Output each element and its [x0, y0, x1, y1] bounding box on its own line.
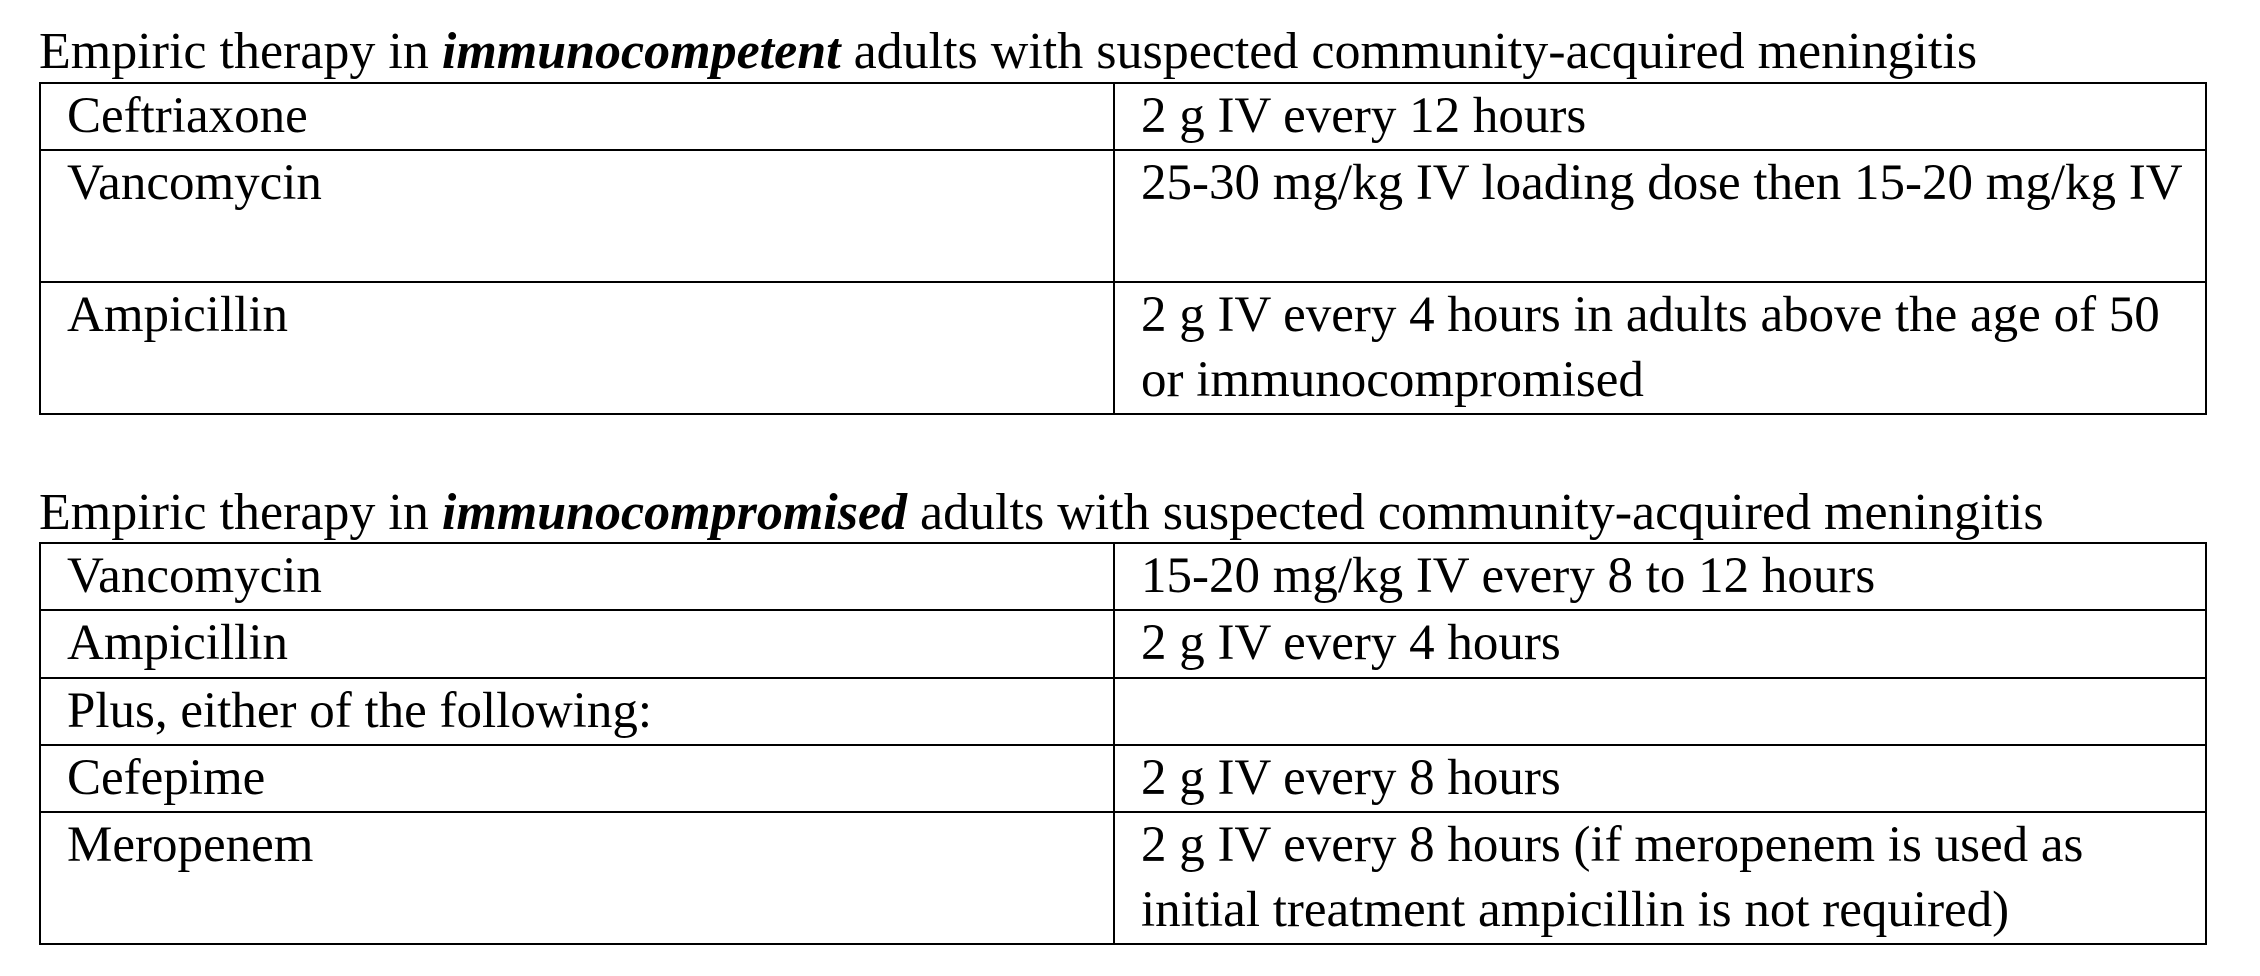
table-row [40, 150, 2206, 282]
table-row [40, 543, 2206, 610]
drug-cell: Ceftriaxone [40, 83, 1114, 150]
dose-cell: 2 g IV every 12 hours [1114, 83, 2206, 150]
dose-cell [1114, 678, 2206, 745]
caption-emphasis: immunocompromised [441, 484, 908, 541]
dose-cell: 2 g IV every 8 hours (if meropenem is used as initial treatment ampicillin is not required) [1114, 812, 2206, 944]
dose-cell: 2 g IV every 4 hours in adults above the age of 50 or immunocompromised [1114, 282, 2206, 414]
caption-emphasis: immunocompetent [441, 23, 841, 80]
drug-cell: Cefepime [40, 745, 1114, 812]
dose-cell: 15-20 mg/kg IV every 8 to 12 hours [1114, 543, 2206, 610]
dose-cell: 2 g IV every 8 hours [1114, 745, 2206, 812]
drug-cell: Plus, either of the following: [40, 678, 1114, 745]
immunocompromised-therapy-table [39, 542, 2207, 945]
drug-cell: Ampicillin [40, 610, 1114, 678]
table-row [40, 83, 2206, 150]
section1-caption [39, 22, 1977, 82]
drug-cell: Ampicillin [40, 282, 1114, 414]
dose-cell: 25-30 mg/kg IV loading dose then 15-20 mg/kg IV [1114, 150, 2206, 282]
section2-caption [39, 483, 2044, 543]
immunocompetent-therapy-table [39, 82, 2207, 415]
table-row [40, 812, 2206, 944]
table-row [40, 282, 2206, 414]
caption-text: adults with suspected community-acquired meningitis [907, 484, 2044, 541]
table-row [40, 678, 2206, 745]
drug-cell: Vancomycin [40, 543, 1114, 610]
caption-text: adults with suspected community-acquired meningitis [840, 23, 1978, 80]
table-row [40, 745, 2206, 812]
caption-text: Empiric therapy in [39, 484, 442, 541]
caption-text: Empiric therapy in [39, 23, 442, 80]
drug-cell: Meropenem [40, 812, 1114, 944]
dose-cell: 2 g IV every 4 hours [1114, 610, 2206, 678]
table-row [40, 610, 2206, 678]
drug-cell: Vancomycin [40, 150, 1114, 282]
